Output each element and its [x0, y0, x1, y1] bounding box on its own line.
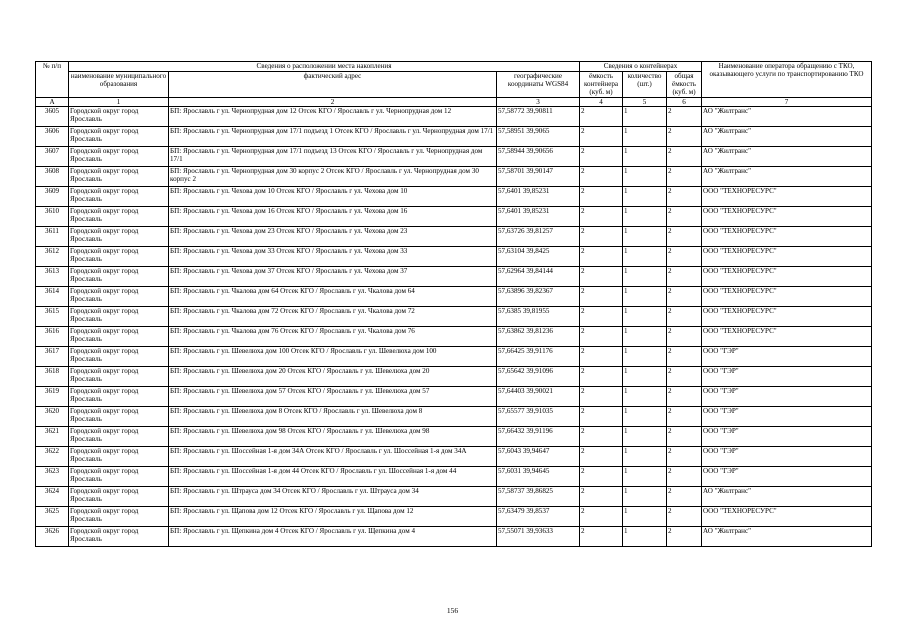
- total-capacity-cell: 2: [667, 366, 702, 386]
- count-cell: 1: [623, 266, 667, 286]
- operator-cell: ООО "ТЕХНОРЕСУРС": [702, 206, 872, 226]
- address-cell: БП: Ярославль г ул. Шевелюха дом 57 Отсек КГО / Ярославль г ул. Шевелюха дом 57: [169, 386, 497, 406]
- coordinates-cell: 57,55071 39,93633: [497, 526, 580, 546]
- operator-cell: ООО "ГЭР": [702, 346, 872, 366]
- row-number-cell: 3606: [36, 126, 69, 146]
- municipality-cell: Городской округ город Ярославль: [69, 386, 169, 406]
- row-number-cell: 3625: [36, 506, 69, 526]
- operator-cell: ООО "ТЕХНОРЕСУРС": [702, 266, 872, 286]
- capacity-cell: 2: [580, 406, 623, 426]
- capacity-cell: 2: [580, 266, 623, 286]
- table-row: [36, 486, 872, 506]
- coordinates-cell: 57,58737 39,86825: [497, 486, 580, 506]
- row-number-cell: 3626: [36, 526, 69, 546]
- coordinates-cell: 57,58944 39,90656: [497, 146, 580, 166]
- address-cell: БП: Ярославль г ул. Чернопрудная дом 12 Отсек КГО / Ярославль г ул. Чернопрудная дом 12: [169, 106, 497, 126]
- row-number-cell: 3623: [36, 466, 69, 486]
- table-row: [36, 106, 872, 126]
- table-row: [36, 146, 872, 166]
- count-cell: 1: [623, 386, 667, 406]
- total-capacity-cell: 2: [667, 386, 702, 406]
- coordinates-cell: 57,63104 39,8425: [497, 246, 580, 266]
- total-capacity-cell: 2: [667, 226, 702, 246]
- operator-cell: ООО "ГЭР": [702, 466, 872, 486]
- count-cell: 1: [623, 106, 667, 126]
- operator-cell: АО "Жилтранс": [702, 526, 872, 546]
- operator-cell: ООО "ГЭР": [702, 406, 872, 426]
- address-cell: БП: Ярославль г ул. Шоссейная 1-я дом 34А Отсек КГО / Ярославль г ул. Шоссейная 1-я дом 34А: [169, 446, 497, 466]
- count-cell: 1: [623, 286, 667, 306]
- municipality-cell: Городской округ город Ярославль: [69, 126, 169, 146]
- address-cell: БП: Ярославль г ул. Чехова дом 37 Отсек КГО / Ярославль г ул. Чехова дом 37: [169, 266, 497, 286]
- table-row: [36, 386, 872, 406]
- address-cell: БП: Ярославль г ул. Шевелюха дом 20 Отсек КГО / Ярославль г ул. Шевелюха дом 20: [169, 366, 497, 386]
- total-capacity-cell: 2: [667, 526, 702, 546]
- row-number-cell: 3605: [36, 106, 69, 126]
- total-capacity-cell: 2: [667, 326, 702, 346]
- index-cell: 3: [497, 97, 580, 106]
- count-cell: 1: [623, 366, 667, 386]
- count-cell: 1: [623, 186, 667, 206]
- row-number-cell: 3624: [36, 486, 69, 506]
- row-number-cell: 3607: [36, 146, 69, 166]
- coordinates-cell: 57,64403 39,90021: [497, 386, 580, 406]
- total-capacity-cell: 2: [667, 266, 702, 286]
- coordinates-cell: 57,63479 39,8537: [497, 506, 580, 526]
- operator-cell: ООО "ТЕХНОРЕСУРС": [702, 226, 872, 246]
- municipality-cell: Городской округ город Ярославль: [69, 446, 169, 466]
- address-cell: БП: Ярославль г ул. Чехова дом 16 Отсек КГО / Ярославль г ул. Чехова дом 16: [169, 206, 497, 226]
- municipality-cell: Городской округ город Ярославль: [69, 246, 169, 266]
- index-cell: А: [36, 97, 69, 106]
- table-row: [36, 406, 872, 426]
- header-number: № п/п: [36, 62, 69, 98]
- row-number-cell: 3610: [36, 206, 69, 226]
- address-cell: БП: Ярославль г ул. Чехова дом 33 Отсек КГО / Ярославль г ул. Чехова дом 33: [169, 246, 497, 266]
- count-cell: 1: [623, 126, 667, 146]
- capacity-cell: 2: [580, 526, 623, 546]
- capacity-cell: 2: [580, 486, 623, 506]
- total-capacity-cell: 2: [667, 426, 702, 446]
- capacity-cell: 2: [580, 206, 623, 226]
- total-capacity-cell: 2: [667, 166, 702, 186]
- coordinates-cell: 57,58701 39,90147: [497, 166, 580, 186]
- address-cell: БП: Ярославль г ул. Чехова дом 23 Отсек КГО / Ярославль г ул. Чехова дом 23: [169, 226, 497, 246]
- header-location-group: Сведения о расположении места накопления: [69, 62, 580, 72]
- count-cell: 1: [623, 246, 667, 266]
- total-capacity-cell: 2: [667, 286, 702, 306]
- capacity-cell: 2: [580, 446, 623, 466]
- municipality-cell: Городской округ город Ярославль: [69, 486, 169, 506]
- table-row: [36, 226, 872, 246]
- table-row: [36, 446, 872, 466]
- operator-cell: ООО "ГЭР": [702, 366, 872, 386]
- row-number-cell: 3612: [36, 246, 69, 266]
- coordinates-cell: 57,66432 39,91196: [497, 426, 580, 446]
- count-cell: 1: [623, 506, 667, 526]
- total-capacity-cell: 2: [667, 346, 702, 366]
- count-cell: 1: [623, 146, 667, 166]
- municipality-cell: Городской округ город Ярославль: [69, 326, 169, 346]
- municipality-cell: Городской округ город Ярославль: [69, 186, 169, 206]
- count-cell: 1: [623, 206, 667, 226]
- municipality-cell: Городской округ город Ярославль: [69, 406, 169, 426]
- table-row: [36, 206, 872, 226]
- address-cell: БП: Ярославль г ул. Щапова дом 12 Отсек КГО / Ярославль г ул. Щапова дом 12: [169, 506, 497, 526]
- total-capacity-cell: 2: [667, 146, 702, 166]
- address-cell: БП: Ярославль г ул. Чернопрудная дом 17/1 подъезд 13 Отсек КГО / Ярославль г ул. Чернопрудная дом 17/1: [169, 146, 497, 166]
- operator-cell: ООО "ТЕХНОРЕСУРС": [702, 246, 872, 266]
- total-capacity-cell: 2: [667, 186, 702, 206]
- coordinates-cell: 57,63896 39,82367: [497, 286, 580, 306]
- coordinates-cell: 57,63726 39,81257: [497, 226, 580, 246]
- capacity-cell: 2: [580, 366, 623, 386]
- table-row: [36, 506, 872, 526]
- address-cell: БП: Ярославль г ул. Шевелюха дом 8 Отсек КГО / Ярославль г ул. Шевелюха дом 8: [169, 406, 497, 426]
- capacity-cell: 2: [580, 386, 623, 406]
- coordinates-cell: 57,6401 39,85231: [497, 186, 580, 206]
- index-cell: 6: [667, 97, 702, 106]
- row-number-cell: 3616: [36, 326, 69, 346]
- capacity-cell: 2: [580, 106, 623, 126]
- index-cell: 1: [69, 97, 169, 106]
- table-header: [36, 62, 872, 107]
- address-cell: БП: Ярославль г ул. Шевелюха дом 100 Отсек КГО / Ярославль г ул. Шевелюха дом 100: [169, 346, 497, 366]
- operator-cell: ООО "ТЕХНОРЕСУРС": [702, 186, 872, 206]
- table-row: [36, 526, 872, 546]
- address-cell: БП: Ярославль г ул. Щепкина дом 4 Отсек КГО / Ярославль г ул. Щепкина дом 4: [169, 526, 497, 546]
- capacity-cell: 2: [580, 426, 623, 446]
- row-number-cell: 3620: [36, 406, 69, 426]
- municipality-cell: Городской округ город Ярославль: [69, 506, 169, 526]
- coordinates-cell: 57,65577 39,91035: [497, 406, 580, 426]
- coordinates-cell: 57,63862 39,81236: [497, 326, 580, 346]
- municipality-cell: Городской округ город Ярославль: [69, 466, 169, 486]
- index-cell: 4: [580, 97, 623, 106]
- capacity-cell: 2: [580, 466, 623, 486]
- coordinates-cell: 57,65642 39,91096: [497, 366, 580, 386]
- capacity-cell: 2: [580, 326, 623, 346]
- operator-cell: ООО "ТЕХНОРЕСУРС": [702, 326, 872, 346]
- count-cell: 1: [623, 486, 667, 506]
- address-cell: БП: Ярославль г ул. Чкалова дом 72 Отсек КГО / Ярославль г ул. Чкалова дом 72: [169, 306, 497, 326]
- municipality-cell: Городской округ город Ярославль: [69, 146, 169, 166]
- operator-cell: ООО "ТЕХНОРЕСУРС": [702, 306, 872, 326]
- capacity-cell: 2: [580, 226, 623, 246]
- row-number-cell: 3622: [36, 446, 69, 466]
- address-cell: БП: Ярославль г ул. Чернопрудная дом 17/1 подъезд 1 Отсек КГО / Ярославль г ул. Чернопрудная дом 17/1: [169, 126, 497, 146]
- address-cell: БП: Ярославль г ул. Шоссейная 1-я дом 44 Отсек КГО / Ярославль г ул. Шоссейная 1-я дом 44: [169, 466, 497, 486]
- count-cell: 1: [623, 306, 667, 326]
- count-cell: 1: [623, 326, 667, 346]
- coordinates-cell: 57,58951 39,9065: [497, 126, 580, 146]
- table-row: [36, 166, 872, 186]
- count-cell: 1: [623, 406, 667, 426]
- count-cell: 1: [623, 446, 667, 466]
- row-number-cell: 3611: [36, 226, 69, 246]
- municipality-cell: Городской округ город Ярославль: [69, 226, 169, 246]
- operator-cell: ООО "ТЕХНОРЕСУРС": [702, 506, 872, 526]
- table-row: [36, 186, 872, 206]
- municipality-cell: Городской округ город Ярославль: [69, 206, 169, 226]
- count-cell: 1: [623, 346, 667, 366]
- table-row: [36, 126, 872, 146]
- header-municipality: наименование муниципального образования: [69, 72, 169, 98]
- row-number-cell: 3614: [36, 286, 69, 306]
- header-operator: Наименование оператора обращению с ТКО, оказывающего услуги по транспортированию ТКО: [702, 62, 872, 98]
- address-cell: БП: Ярославль г ул. Чернопрудная дом 30 корпус 2 Отсек КГО / Ярославль г ул. Чернопрудная дом 30 корпус 2: [169, 166, 497, 186]
- coordinates-cell: 57,66425 39,91176: [497, 346, 580, 366]
- row-number-cell: 3615: [36, 306, 69, 326]
- count-cell: 1: [623, 166, 667, 186]
- capacity-cell: 2: [580, 306, 623, 326]
- row-number-cell: 3613: [36, 266, 69, 286]
- municipality-cell: Городской округ город Ярославль: [69, 366, 169, 386]
- operator-cell: АО "Жилтранс": [702, 146, 872, 166]
- total-capacity-cell: 2: [667, 406, 702, 426]
- row-number-cell: 3617: [36, 346, 69, 366]
- coordinates-cell: 57,6031 39,94645: [497, 466, 580, 486]
- header-count: количество (шт.): [623, 72, 667, 98]
- count-cell: 1: [623, 226, 667, 246]
- municipality-cell: Городской округ город Ярославль: [69, 306, 169, 326]
- capacity-cell: 2: [580, 286, 623, 306]
- address-cell: БП: Ярославль г ул. Штрауса дом 34 Отсек КГО / Ярославль г ул. Штрауса дом 34: [169, 486, 497, 506]
- operator-cell: АО "Жилтранс": [702, 486, 872, 506]
- table-row: [36, 426, 872, 446]
- coordinates-cell: 57,58772 39,90811: [497, 106, 580, 126]
- row-number-cell: 3619: [36, 386, 69, 406]
- capacity-cell: 2: [580, 246, 623, 266]
- header-coordinates: географические координаты WGS84: [497, 72, 580, 98]
- operator-cell: ООО "ГЭР": [702, 426, 872, 446]
- capacity-cell: 2: [580, 346, 623, 366]
- table-row: [36, 266, 872, 286]
- total-capacity-cell: 2: [667, 126, 702, 146]
- capacity-cell: 2: [580, 146, 623, 166]
- municipality-cell: Городской округ город Ярославль: [69, 426, 169, 446]
- total-capacity-cell: 2: [667, 306, 702, 326]
- coordinates-cell: 57,6385 39,81955: [497, 306, 580, 326]
- capacity-cell: 2: [580, 166, 623, 186]
- total-capacity-cell: 2: [667, 446, 702, 466]
- total-capacity-cell: 2: [667, 466, 702, 486]
- total-capacity-cell: 2: [667, 206, 702, 226]
- municipality-cell: Городской округ город Ярославль: [69, 106, 169, 126]
- operator-cell: ООО "ГЭР": [702, 446, 872, 466]
- document-page: [35, 61, 871, 547]
- address-cell: БП: Ярославль г ул. Чехова дом 10 Отсек КГО / Ярославль г ул. Чехова дом 10: [169, 186, 497, 206]
- row-number-cell: 3608: [36, 166, 69, 186]
- operator-cell: АО "Жилтранс": [702, 106, 872, 126]
- table-row: [36, 286, 872, 306]
- table-body: [36, 106, 872, 546]
- page-number: 156: [446, 606, 459, 615]
- table-row: [36, 346, 872, 366]
- municipality-cell: Городской округ город Ярославль: [69, 266, 169, 286]
- header-address: фактический адрес: [169, 72, 497, 98]
- table-row: [36, 366, 872, 386]
- index-cell: 2: [169, 97, 497, 106]
- total-capacity-cell: 2: [667, 486, 702, 506]
- operator-cell: АО "Жилтранс": [702, 126, 872, 146]
- table-row: [36, 306, 872, 326]
- operator-cell: АО "Жилтранс": [702, 166, 872, 186]
- row-number-cell: 3621: [36, 426, 69, 446]
- coordinates-cell: 57,6043 39,94647: [497, 446, 580, 466]
- total-capacity-cell: 2: [667, 106, 702, 126]
- header-containers-group: Сведения о контейнерах: [580, 62, 702, 72]
- municipality-cell: Городской округ город Ярославль: [69, 286, 169, 306]
- table-row: [36, 326, 872, 346]
- address-cell: БП: Ярославль г ул. Чкалова дом 76 Отсек КГО / Ярославль г ул. Чкалова дом 76: [169, 326, 497, 346]
- municipality-cell: Городской округ город Ярославль: [69, 346, 169, 366]
- count-cell: 1: [623, 426, 667, 446]
- capacity-cell: 2: [580, 186, 623, 206]
- address-cell: БП: Ярославль г ул. Чкалова дом 64 Отсек КГО / Ярославль г ул. Чкалова дом 64: [169, 286, 497, 306]
- registry-table: [35, 61, 872, 547]
- municipality-cell: Городской округ город Ярославль: [69, 166, 169, 186]
- total-capacity-cell: 2: [667, 246, 702, 266]
- coordinates-cell: 57,62964 39,84144: [497, 266, 580, 286]
- header-capacity: ёмкость контейнера (куб. м): [580, 72, 623, 98]
- header-index-row: [36, 97, 872, 106]
- header-total-capacity: общая ёмкость (куб. м): [667, 72, 702, 98]
- operator-cell: ООО "ТЕХНОРЕСУРС": [702, 286, 872, 306]
- row-number-cell: 3609: [36, 186, 69, 206]
- operator-cell: ООО "ГЭР": [702, 386, 872, 406]
- count-cell: 1: [623, 526, 667, 546]
- count-cell: 1: [623, 466, 667, 486]
- table-row: [36, 466, 872, 486]
- capacity-cell: 2: [580, 506, 623, 526]
- index-cell: 7: [702, 97, 872, 106]
- capacity-cell: 2: [580, 126, 623, 146]
- municipality-cell: Городской округ город Ярославль: [69, 526, 169, 546]
- table-row: [36, 246, 872, 266]
- index-cell: 5: [623, 97, 667, 106]
- total-capacity-cell: 2: [667, 506, 702, 526]
- coordinates-cell: 57,6401 39,85231: [497, 206, 580, 226]
- address-cell: БП: Ярославль г ул. Шевелюха дом 98 Отсек КГО / Ярославль г ул. Шевелюха дом 98: [169, 426, 497, 446]
- row-number-cell: 3618: [36, 366, 69, 386]
